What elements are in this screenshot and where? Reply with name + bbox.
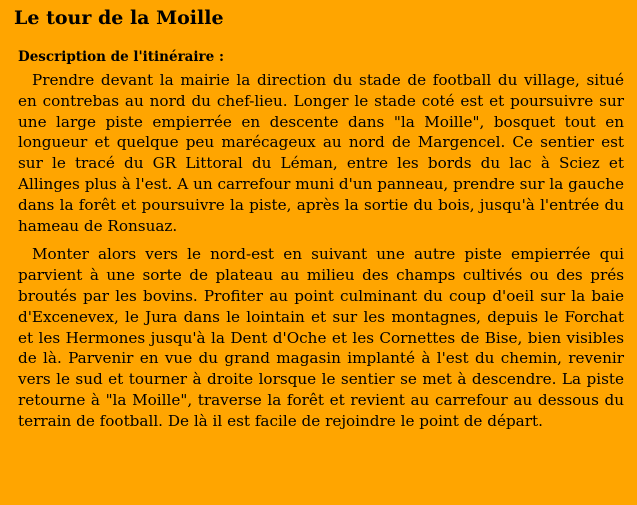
itinerary-description-heading: Description de l'itinéraire : <box>18 49 224 65</box>
itinerary-paragraph-2: Monter alors vers le nord-est en suivant une autre piste empierrée qui parvient à une sorte de plateau au milieu des champs cultivés ou des prés broutés par les bovins. Profiter au point culminant du coup d'oeil sur la baie d'Excenevex, le Jura dans le lointain et sur les montagnes, depuis le Forchat et les Hermones jusqu'à la Dent d'Oche et les Cornettes de Bise, bien visibles de là. Parvenir en vue du grand magasin implanté à l'est du chemin, revenir vers le sud et tourner à droite lorsque le sentier se met à descendre. La piste retourne à "la Moille", traverse la forêt et revient au carrefour au dessous du terrain de football. De là il est facile de rejoindre le point de départ. <box>18 245 624 430</box>
page-title: Le tour de la Moille <box>14 7 224 29</box>
itinerary-paragraph-1: Prendre devant la mairie la direction du stade de football du village, situé en contrebas au nord du chef-lieu. Longer le stade coté est et poursuivre sur une large piste empierrée en descente dans "la Moille", bosquet tout en longueur et quelque peu marécageux au nord de Margencel. Ce sentier est sur le tracé du GR Littoral du Léman, entre les bords du lac à Sciez et Allinges plus à l'est. A un carrefour muni d'un panneau, prendre sur la gauche dans la forêt et poursuivre la piste, après la sortie du bois, jusqu'à l'entrée du hameau de Ronsuaz. <box>18 71 624 235</box>
